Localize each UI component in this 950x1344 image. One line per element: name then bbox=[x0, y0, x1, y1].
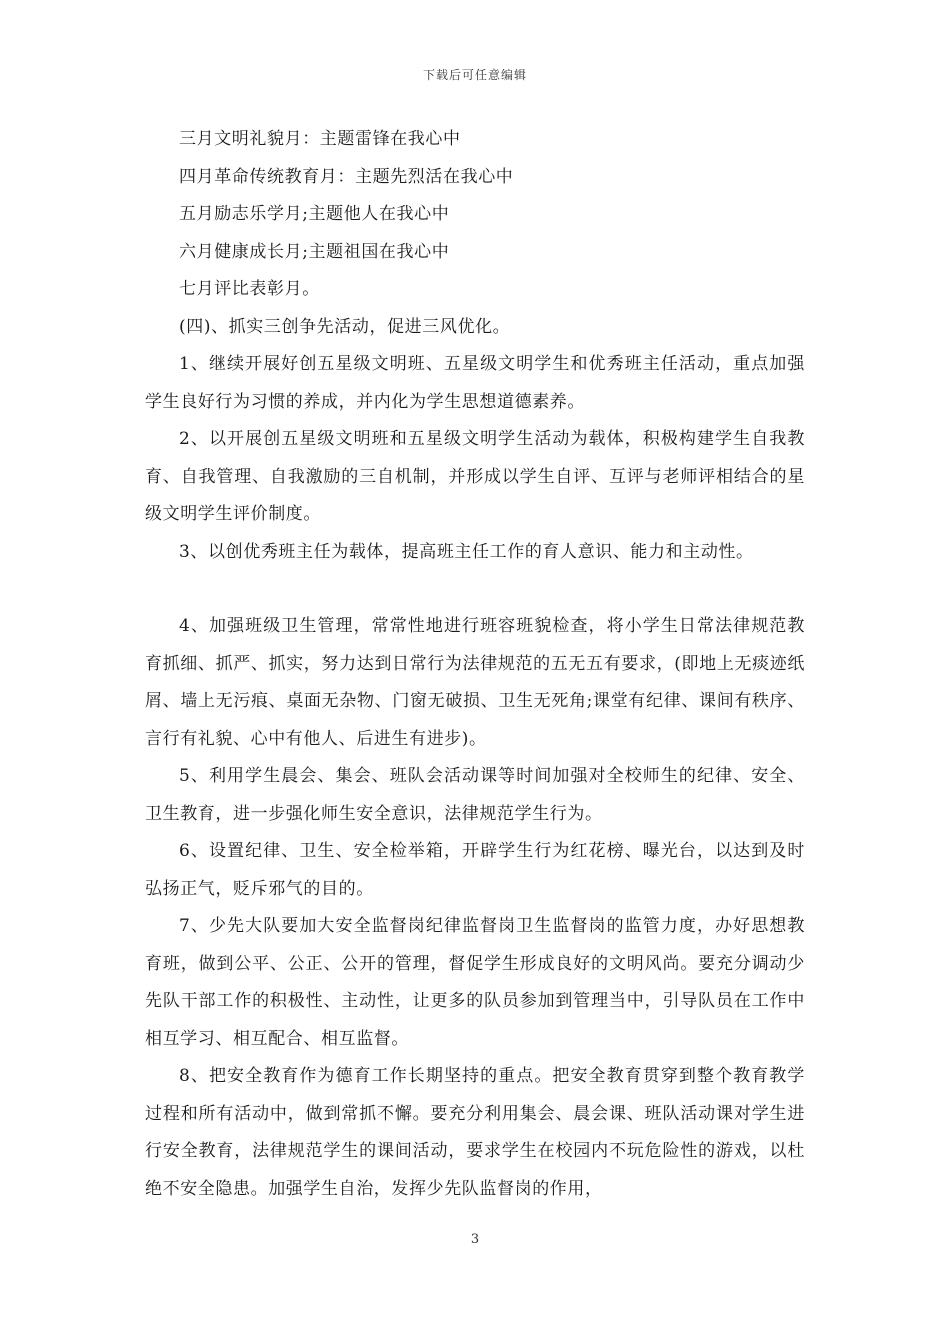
paragraph-july-theme: 七月评比表彰月。 bbox=[179, 279, 320, 299]
list-item-6: 6、设置纪律、卫生、安全检举箱，开辟学生行为红花榜、曝光台，以达到及时弘扬正气，贬斥邪气的目的。 bbox=[145, 841, 805, 899]
page-number: 3 bbox=[470, 1232, 480, 1247]
paragraph-june-theme: 六月健康成长月;主题祖国在我心中 bbox=[179, 241, 450, 262]
paragraph-april-theme: 四月革命传统教育月：主题先烈活在我心中 bbox=[179, 166, 514, 187]
list-item-7: 7、少先大队要加大安全监督岗纪律监督岗卫生监督岗的监管力度，办好思想教育班，做到公平、公正、公开的管理，督促学生形成良好的文明风尚。要充分调动少先队干部工作的积极性、主动性，让更多的队员参加到管理当中，引导队员在工作中相互学习、相互配合、相互监督。 bbox=[145, 916, 805, 1049]
document-body bbox=[145, 121, 805, 1208]
paragraph-march-theme: 三月文明礼貌月：主题雷锋在我心中 bbox=[179, 129, 461, 149]
page-header: 下载后可任意编辑 bbox=[422, 68, 527, 82]
list-item-3: 3、以创优秀班主任为载体，提高班主任工作的育人意识、能力和主动性。 bbox=[179, 541, 754, 562]
list-item-1: 1、继续开展好创五星级文明班、五星级文明学生和优秀班主任活动，重点加强学生良好行为习惯的养成，并内化为学生思想道德素养。 bbox=[145, 354, 805, 412]
paragraph-may-theme: 五月励志乐学月;主题他人在我心中 bbox=[179, 204, 450, 224]
list-item-2: 2、以开展创五星级文明班和五星级文明学生活动为载体，积极构建学生自我教育、自我管理、自我激励的三自机制，并形成以学生自评、互评与老师评相结合的星级文明学生评价制度。 bbox=[145, 429, 805, 524]
list-item-4: 4、加强班级卫生管理，常常性地进行班容班貌检查，将小学生日常法律规范教育抓细、抓严、抓实，努力达到日常行为法律规范的五无五有要求，(即地上无痰迹纸屑、墙上无污痕、桌面无杂物、门窗无破损、卫生无死角;课堂有纪律、课间有秩序、言行有礼貌、心中有他人、后进生有进步)。 bbox=[145, 616, 805, 749]
list-item-8: 8、把安全教育作为德育工作长期坚持的重点。把安全教育贯穿到整个教育教学过程和所有活动中，做到常抓不懈。要充分利用集会、晨会课、班队活动课对学生进行安全教育，法律规范学生的课间活动，要求学生在校园内不玩危险性的游戏，以杜绝不安全隐患。加强学生自治，发挥少先队监督岗的作用， bbox=[145, 1066, 805, 1199]
list-item-5: 5、利用学生晨会、集会、班队会活动课等时间加强对全校师生的纪律、安全、卫生教育，进一步强化师生安全意识，法律规范学生行为。 bbox=[145, 766, 805, 824]
section-heading-four: (四)、抓实三创争先活动，促进三风优化。 bbox=[179, 316, 511, 337]
